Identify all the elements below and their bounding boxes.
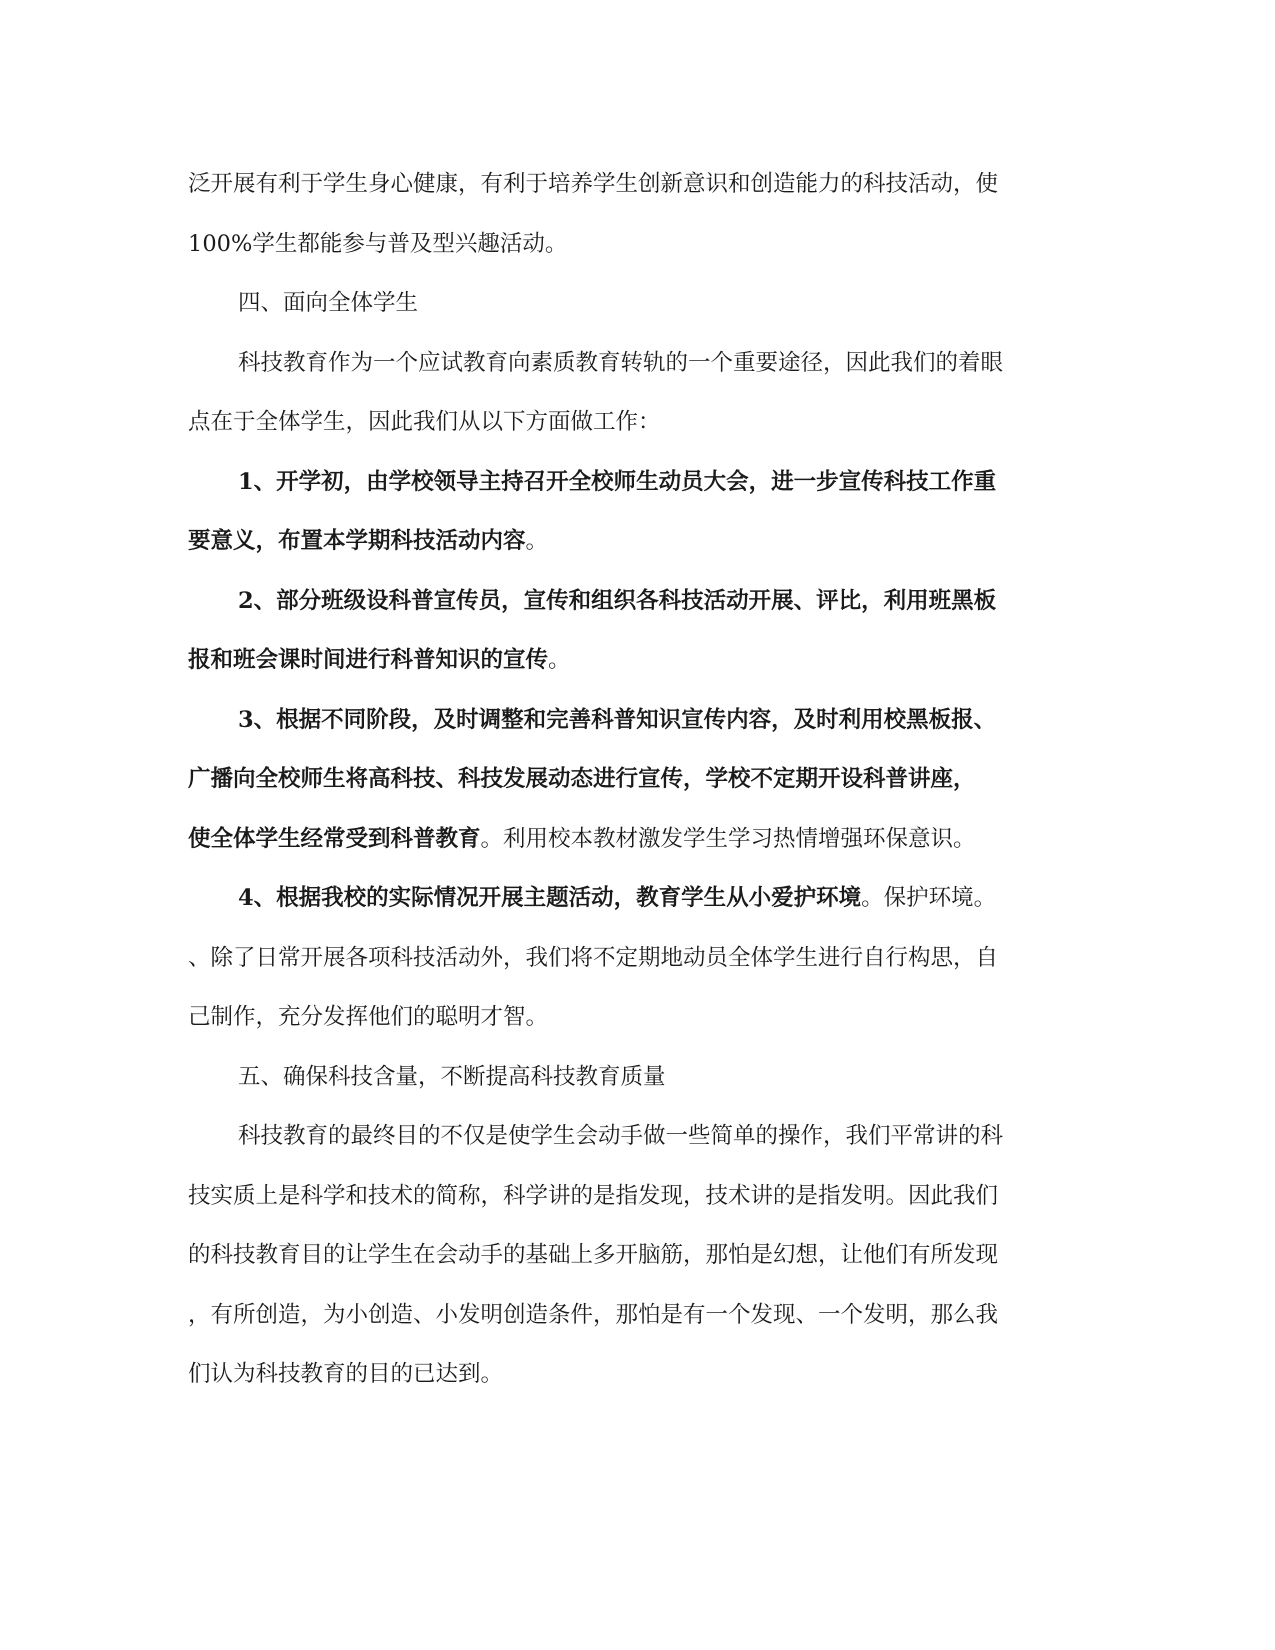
- text-line: [188, 334, 1088, 394]
- text-segment: ，有所创造，为小创造、小发明创造条件，那怕是有一个发现、一个发明，那么我: [188, 1301, 999, 1328]
- bold-text-segment: 广播向全校师生将高科技、科技发展动态进行宣传，学校不定期开设科普讲座，: [188, 766, 976, 792]
- text-line: [188, 215, 1088, 275]
- text-line: [188, 1048, 1088, 1108]
- text-segment: 科技教育作为一个应试教育向素质教育转轨的一个重要途径，因此我们的着眼: [238, 349, 1004, 376]
- text-line: [188, 810, 1088, 870]
- text-line: [188, 929, 1088, 989]
- bold-text-segment: 4、根据我校的实际情况开展主题活动，教育学生从小爱护环境: [238, 885, 862, 911]
- text-line: [188, 1345, 1088, 1405]
- text-segment: 泛开展有利于学生身心健康，有利于培养学生创新意识和创造能力的科技活动，使: [188, 171, 999, 197]
- text-line: [188, 988, 1088, 1048]
- text-segment: 点在于全体学生，因此我们从以下方面做工作：: [188, 409, 661, 435]
- text-line: [188, 750, 1088, 810]
- bold-text-segment: 2、部分班级设科普宣传员，宣传和组织各科技活动开展、评比，利用班黑板: [238, 587, 997, 614]
- text-line: [188, 1107, 1088, 1167]
- text-line: [188, 1286, 1088, 1346]
- text-segment: 。利用校本教材激发学生学习热情增强环保意识。: [480, 825, 976, 852]
- text-line: [188, 155, 1088, 215]
- text-line: [188, 572, 1088, 632]
- text-line: [188, 1226, 1088, 1286]
- bold-text-segment: 1、开学初，由学校领导主持召开全校师生动员大会，进一步宣传科技工作重: [238, 468, 997, 495]
- bold-text-segment: 使全体学生经常受到科普教育: [188, 825, 481, 852]
- bold-text-segment: 报和班会课时间进行科普知识的宣传: [188, 647, 549, 673]
- text-line: [188, 393, 1088, 453]
- text-segment: 的科技教育目的让学生在会动手的基础上多开脑筋，那怕是幻想，让他们有所发现: [188, 1242, 999, 1268]
- text-line: [188, 512, 1088, 572]
- text-segment: 、除了日常开展各项科技活动外，我们将不定期地动员全体学生进行自行构思，自: [188, 944, 999, 971]
- text-segment: 技实质上是科学和技术的简称，科学讲的是指发现，技术讲的是指发明。因此我们: [188, 1182, 999, 1209]
- text-segment: 100%学生都能参与普及型兴趣活动。: [188, 230, 568, 257]
- text-segment: 。: [548, 647, 571, 673]
- text-segment: 。: [525, 528, 549, 554]
- text-line: [188, 453, 1088, 513]
- bold-text-segment: 3、根据不同阶段，及时调整和完善科普知识宣传内容，及时利用校黑板报、: [238, 706, 997, 733]
- text-segment: 己制作，充分发挥他们的聪明才智。: [188, 1004, 549, 1030]
- text-segment: 五、确保科技含量，不断提高科技教育质量: [238, 1063, 666, 1090]
- text-line: [188, 691, 1088, 751]
- text-line: [188, 1167, 1088, 1227]
- text-segment: 们认为科技教育的目的已达到。: [188, 1361, 504, 1387]
- text-segment: 科技教育的最终目的不仅是使学生会动手做一些简单的操作，我们平常讲的科: [238, 1123, 1004, 1149]
- bold-text-segment: 要意义，布置本学期科技活动内容: [188, 528, 526, 554]
- body-text: [188, 155, 1088, 1405]
- text-line: [188, 274, 1088, 334]
- text-line: [188, 631, 1088, 691]
- text-segment: 。保护环境。: [861, 885, 997, 911]
- text-line: [188, 869, 1088, 929]
- text-segment: 四、面向全体学生: [238, 290, 419, 316]
